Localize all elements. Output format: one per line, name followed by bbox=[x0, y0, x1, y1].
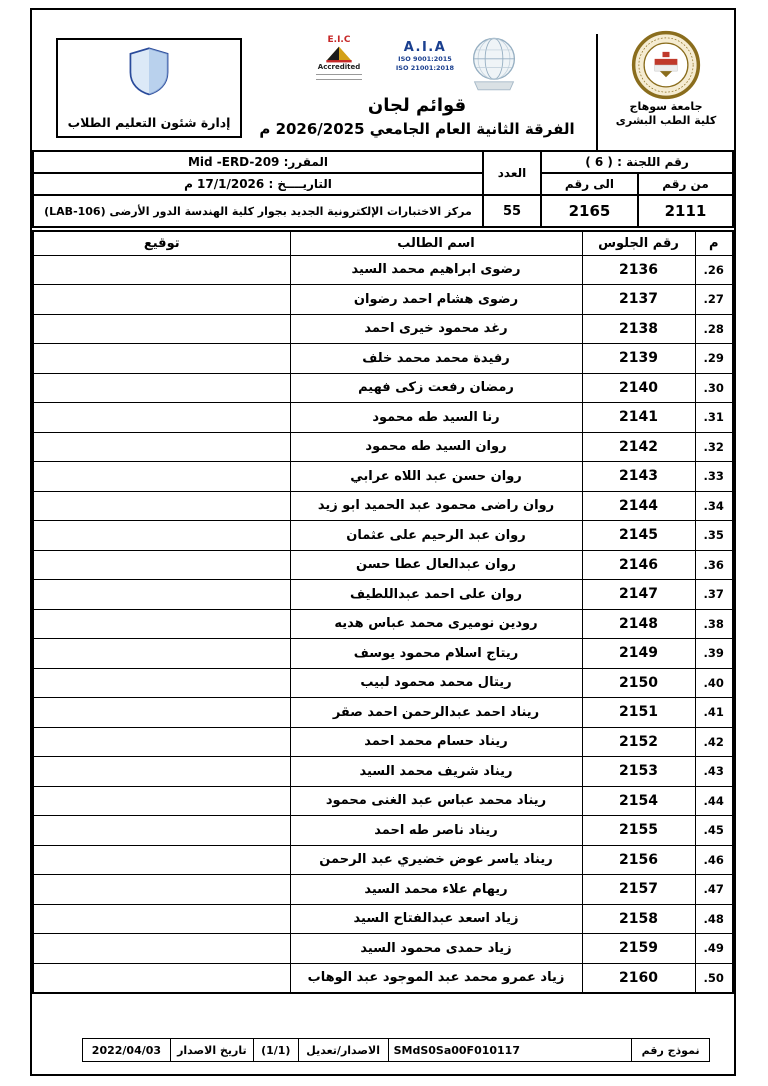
student-row bbox=[33, 609, 733, 639]
student-name: روان راضى محمود عبد الحميد ابو زيد bbox=[290, 491, 582, 521]
student-row bbox=[33, 668, 733, 698]
seat-number: 2150 bbox=[582, 668, 695, 698]
university-block bbox=[598, 30, 734, 128]
student-name: رضوى ابراهيم محمد السيد bbox=[290, 255, 582, 285]
student-row bbox=[33, 580, 733, 610]
seat-number: 2146 bbox=[582, 550, 695, 580]
student-row bbox=[33, 727, 733, 757]
row-number: 37. bbox=[695, 580, 733, 610]
count-value: 55 bbox=[483, 195, 541, 227]
to-number-label: الى رقم bbox=[541, 173, 638, 195]
student-row bbox=[33, 816, 733, 846]
seat-number: 2154 bbox=[582, 786, 695, 816]
issue-date-value: 2022/04/03 bbox=[83, 1039, 171, 1062]
crescent-shield-icon bbox=[127, 45, 171, 97]
admin-box bbox=[56, 38, 242, 138]
course-line: المقرر: Mid -ERD-209 bbox=[33, 151, 483, 173]
seat-number: 2144 bbox=[582, 491, 695, 521]
student-name: زياد حمدى محمود السيد bbox=[290, 934, 582, 964]
seat-number: 2149 bbox=[582, 639, 695, 669]
aia-accreditation-logo bbox=[389, 36, 461, 73]
signature-cell bbox=[33, 757, 290, 787]
form-code: SMdS0Sa00F010117 bbox=[388, 1039, 632, 1062]
seat-number: 2142 bbox=[582, 432, 695, 462]
aia-iso1-label: ISO 9001:2015 bbox=[398, 55, 452, 64]
seat-number: 2155 bbox=[582, 816, 695, 846]
university-name: جامعة سوهاج bbox=[629, 100, 703, 113]
seat-number: 2148 bbox=[582, 609, 695, 639]
row-number: 47. bbox=[695, 875, 733, 905]
exam-location: مركز الاختبارات الإلكترونية الجديد بجوار كلية الهندسة الدور الأرضى (LAB-106) bbox=[33, 195, 483, 227]
row-number: 31. bbox=[695, 403, 733, 433]
student-name: زياد اسعد عبدالفتاح السيد bbox=[290, 904, 582, 934]
document-title: قوائم لجان bbox=[367, 95, 467, 116]
revision-value: (1/1) bbox=[253, 1039, 298, 1062]
row-number: 50. bbox=[695, 963, 733, 993]
student-name: روان عبدالعال عطا حسن bbox=[290, 550, 582, 580]
student-name: ريتاج اسلام محمود يوسف bbox=[290, 639, 582, 669]
globe-icon bbox=[463, 34, 525, 96]
seat-number: 2141 bbox=[582, 403, 695, 433]
student-row bbox=[33, 314, 733, 344]
from-number-value: 2111 bbox=[638, 195, 733, 227]
seat-number: 2151 bbox=[582, 698, 695, 728]
seat-number: 2158 bbox=[582, 904, 695, 934]
aia-name-label: A.I.A bbox=[403, 40, 447, 55]
student-row bbox=[33, 757, 733, 787]
signature-cell bbox=[33, 904, 290, 934]
seat-number: 2156 bbox=[582, 845, 695, 875]
eic-accreditation-logo bbox=[309, 36, 369, 80]
student-name: روان حسن عبد اللاه عرابي bbox=[290, 462, 582, 492]
student-row bbox=[33, 934, 733, 964]
student-row bbox=[33, 432, 733, 462]
row-number: 44. bbox=[695, 786, 733, 816]
seat-number: 2145 bbox=[582, 521, 695, 551]
signature-cell bbox=[33, 845, 290, 875]
row-number: 36. bbox=[695, 550, 733, 580]
row-number: 33. bbox=[695, 462, 733, 492]
signature-cell bbox=[33, 639, 290, 669]
row-number: 45. bbox=[695, 816, 733, 846]
row-number: 30. bbox=[695, 373, 733, 403]
student-row bbox=[33, 403, 733, 433]
student-name: ريناد ناصر طه احمد bbox=[290, 816, 582, 846]
student-name: ريناد شريف محمد السيد bbox=[290, 757, 582, 787]
student-row bbox=[33, 255, 733, 285]
student-name: ريناد احمد عبدالرحمن احمد صقر bbox=[290, 698, 582, 728]
signature-cell bbox=[33, 580, 290, 610]
seat-number: 2139 bbox=[582, 344, 695, 374]
to-number-value: 2165 bbox=[541, 195, 638, 227]
row-number: 28. bbox=[695, 314, 733, 344]
signature-cell bbox=[33, 521, 290, 551]
student-name: روان السيد طه محمود bbox=[290, 432, 582, 462]
seat-number: 2152 bbox=[582, 727, 695, 757]
student-name: ريناد محمد عباس عبد الغنى محمود bbox=[290, 786, 582, 816]
signature-cell bbox=[33, 668, 290, 698]
row-number: 29. bbox=[695, 344, 733, 374]
eic-name-label: E.I.C bbox=[327, 35, 351, 45]
seat-number: 2138 bbox=[582, 314, 695, 344]
row-number: 43. bbox=[695, 757, 733, 787]
row-number: 27. bbox=[695, 285, 733, 315]
student-name: ريهام علاء محمد السيد bbox=[290, 875, 582, 905]
student-row bbox=[33, 786, 733, 816]
page-frame bbox=[30, 8, 736, 1076]
seat-number: 2160 bbox=[582, 963, 695, 993]
revision-label: الاصدار/تعديل bbox=[298, 1039, 388, 1062]
row-number: 34. bbox=[695, 491, 733, 521]
student-table-body bbox=[33, 255, 733, 993]
aia-iso2-label: ISO 21001:2018 bbox=[395, 64, 455, 73]
admin-label: إدارة شئون التعليم الطلاب bbox=[67, 115, 231, 130]
student-name: ريتال محمد محمود لبيب bbox=[290, 668, 582, 698]
student-name: رغد محمود خيرى احمد bbox=[290, 314, 582, 344]
signature-cell bbox=[33, 491, 290, 521]
footer-row bbox=[83, 1039, 710, 1062]
row-number: 32. bbox=[695, 432, 733, 462]
row-number: 40. bbox=[695, 668, 733, 698]
signature-cell bbox=[33, 609, 290, 639]
student-row bbox=[33, 491, 733, 521]
seat-number: 2140 bbox=[582, 373, 695, 403]
student-row bbox=[33, 462, 733, 492]
student-row bbox=[33, 639, 733, 669]
issue-date-label: تاريخ الاصدار bbox=[170, 1039, 253, 1062]
signature-cell bbox=[33, 816, 290, 846]
student-row bbox=[33, 845, 733, 875]
row-number: 42. bbox=[695, 727, 733, 757]
signature-cell bbox=[33, 432, 290, 462]
faculty-name: كلية الطب البشرى bbox=[615, 113, 717, 127]
seat-number: 2153 bbox=[582, 757, 695, 787]
seat-number: 2157 bbox=[582, 875, 695, 905]
pyramid-icon bbox=[322, 45, 356, 64]
signature-cell bbox=[33, 875, 290, 905]
student-name: ريناد ياسر عوض خضيري عبد الرحمن bbox=[290, 845, 582, 875]
signature-cell bbox=[33, 727, 290, 757]
student-name: رنا السيد طه محمود bbox=[290, 403, 582, 433]
committee-number: رقم اللجنة : ( 6 ) bbox=[541, 151, 733, 173]
col-header-seat: رقم الجلوس bbox=[582, 231, 695, 255]
student-row bbox=[33, 698, 733, 728]
eic-accredited-label: Accredited bbox=[317, 63, 361, 71]
page-header bbox=[32, 10, 734, 150]
student-row bbox=[33, 344, 733, 374]
row-number: 46. bbox=[695, 845, 733, 875]
footer-bar bbox=[82, 1038, 710, 1062]
signature-cell bbox=[33, 963, 290, 993]
student-name: زياد عمرو محمد عبد الموجود عبد الوهاب bbox=[290, 963, 582, 993]
col-header-signature: توقيع bbox=[33, 231, 290, 255]
student-name: ريناد حسام محمد احمد bbox=[290, 727, 582, 757]
student-table-header-row bbox=[33, 231, 733, 255]
document-subtitle: الفرقة الثانية العام الجامعي 2026/2025 م bbox=[259, 120, 575, 138]
student-name: رمضان رفعت زكى فهيم bbox=[290, 373, 582, 403]
row-number: 26. bbox=[695, 255, 733, 285]
student-name: روان على احمد عبداللطيف bbox=[290, 580, 582, 610]
signature-cell bbox=[33, 934, 290, 964]
date-line: التاريــــخ : 17/1/2026 م bbox=[33, 173, 483, 195]
student-table bbox=[32, 230, 734, 994]
signature-cell bbox=[33, 285, 290, 315]
signature-cell bbox=[33, 786, 290, 816]
seat-number: 2143 bbox=[582, 462, 695, 492]
count-label: العدد bbox=[483, 151, 541, 195]
row-number: 49. bbox=[695, 934, 733, 964]
signature-cell bbox=[33, 462, 290, 492]
student-name: رودين نوميرى محمد عباس هديه bbox=[290, 609, 582, 639]
student-name: رضوى هشام احمد رضوان bbox=[290, 285, 582, 315]
student-row bbox=[33, 373, 733, 403]
student-row bbox=[33, 521, 733, 551]
signature-cell bbox=[33, 344, 290, 374]
student-name: رفيدة محمد محمد خلف bbox=[290, 344, 582, 374]
row-number: 48. bbox=[695, 904, 733, 934]
signature-cell bbox=[33, 373, 290, 403]
row-number: 38. bbox=[695, 609, 733, 639]
student-row bbox=[33, 285, 733, 315]
student-row bbox=[33, 904, 733, 934]
student-name: روان عبد الرحيم على عثمان bbox=[290, 521, 582, 551]
seat-number: 2159 bbox=[582, 934, 695, 964]
row-number: 35. bbox=[695, 521, 733, 551]
from-number-label: من رقم bbox=[638, 173, 733, 195]
signature-cell bbox=[33, 698, 290, 728]
seat-number: 2136 bbox=[582, 255, 695, 285]
col-header-name: اسم الطالب bbox=[290, 231, 582, 255]
header-center bbox=[250, 34, 584, 138]
student-row bbox=[33, 550, 733, 580]
signature-cell bbox=[33, 550, 290, 580]
seat-number: 2137 bbox=[582, 285, 695, 315]
signature-cell bbox=[33, 255, 290, 285]
row-number: 39. bbox=[695, 639, 733, 669]
col-header-num: م bbox=[695, 231, 733, 255]
eic-fineprint-lines bbox=[316, 74, 362, 80]
student-row bbox=[33, 963, 733, 993]
accreditation-logos bbox=[250, 34, 584, 94]
sohag-university-logo-icon bbox=[631, 30, 701, 100]
signature-cell bbox=[33, 314, 290, 344]
student-row bbox=[33, 875, 733, 905]
signature-cell bbox=[33, 403, 290, 433]
seat-number: 2147 bbox=[582, 580, 695, 610]
exam-info-table bbox=[32, 150, 734, 228]
form-number-label: نموذج رقم bbox=[632, 1039, 710, 1062]
row-number: 41. bbox=[695, 698, 733, 728]
